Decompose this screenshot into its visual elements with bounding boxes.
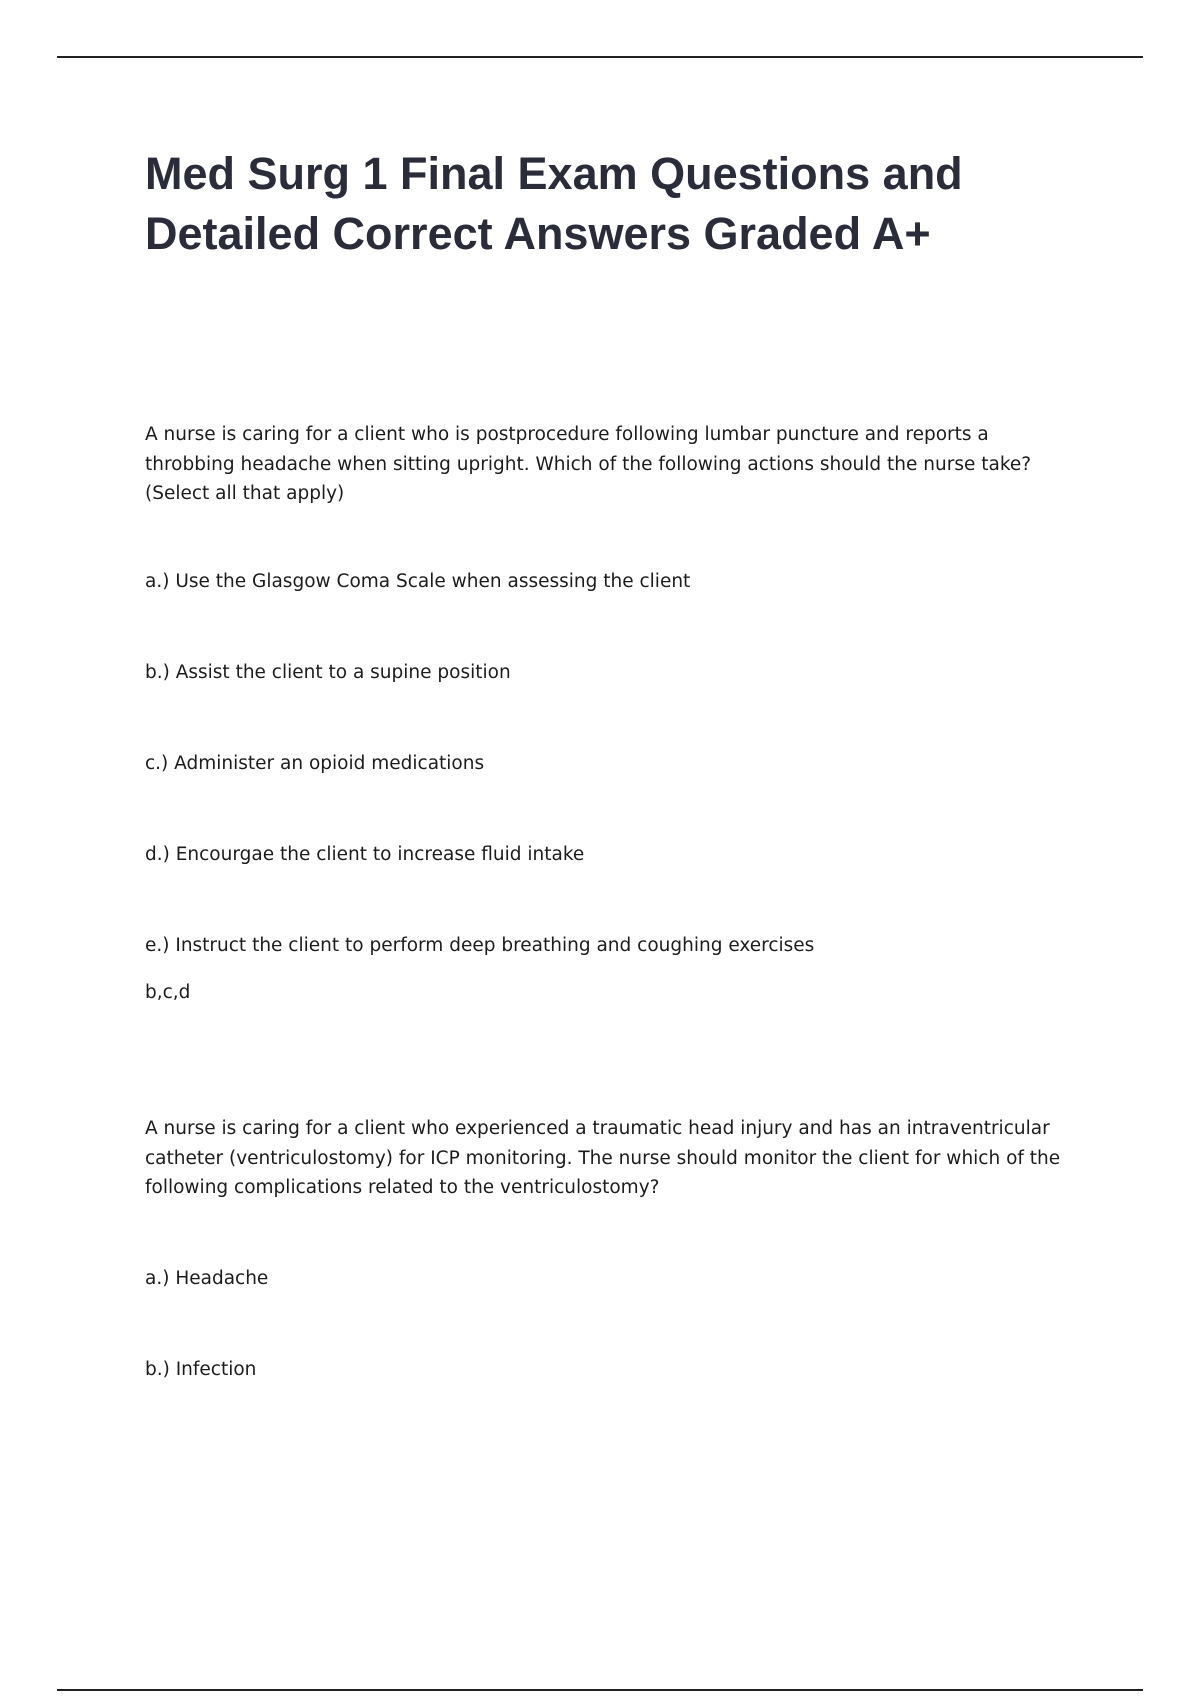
bottom-divider bbox=[57, 1689, 1143, 1691]
question-1-option-b bbox=[145, 660, 1075, 686]
option-text: d.) Encourgae the client to increase fluid intake bbox=[145, 844, 585, 865]
question-1-option-a bbox=[145, 569, 1075, 595]
question-2-text: A nurse is caring for a client who experienced a traumatic head injury and has an intraventricular catheter (ventriculostomy) for ICP monitoring. The nurse should monitor the client for which of the following complications related to the ventriculostomy? bbox=[145, 1118, 1061, 1198]
question-1-text-block bbox=[145, 420, 1075, 509]
question-1-option-c bbox=[145, 751, 1075, 777]
option-text: c.) Administer an opioid medications bbox=[145, 753, 485, 774]
top-divider bbox=[57, 56, 1143, 58]
question-2-option-a bbox=[145, 1266, 1075, 1292]
question-1-text: A nurse is caring for a client who is postprocedure following lumbar puncture and reports a throbbing headache when sitting upright. Which of the following actions should the nurse take? (Select all that apply) bbox=[145, 424, 1032, 504]
option-text: b.) Assist the client to a supine position bbox=[145, 662, 511, 683]
question-1-answer bbox=[145, 980, 1075, 1006]
question-2-text-block bbox=[145, 1114, 1075, 1203]
option-text: b.) Infection bbox=[145, 1359, 257, 1380]
document-title: Med Surg 1 Final Exam Questions and Detailed Correct Answers Graded A+ bbox=[145, 148, 963, 259]
question-2-option-b bbox=[145, 1357, 1075, 1383]
option-text: a.) Use the Glasgow Coma Scale when assessing the client bbox=[145, 571, 691, 592]
question-1-option-e bbox=[145, 933, 1075, 959]
answer-text: b,c,d bbox=[145, 982, 191, 1003]
question-1-option-d bbox=[145, 842, 1075, 868]
option-text: a.) Headache bbox=[145, 1268, 269, 1289]
option-text: e.) Instruct the client to perform deep breathing and coughing exercises bbox=[145, 935, 815, 956]
